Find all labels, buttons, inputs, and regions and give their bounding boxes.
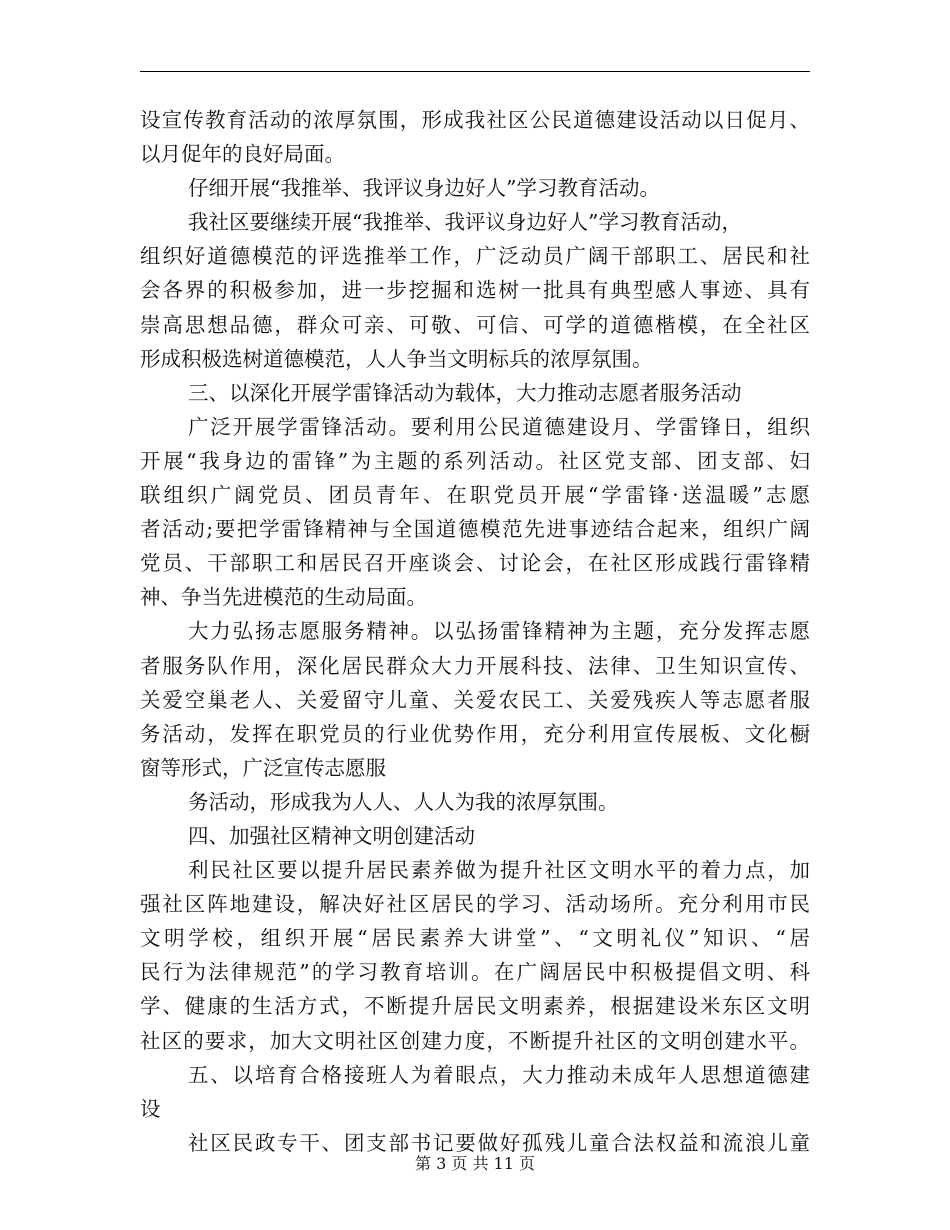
page-number-label: 第 3 页 共 11 页 <box>415 1154 535 1173</box>
section-heading-continuation: 设 <box>140 1096 161 1121</box>
text-line: 神、争当先进模范的生动局面。 <box>140 585 427 610</box>
text-line: 形成积极选树道德模范，人人争当文明标兵的浓厚氛围。 <box>140 346 653 371</box>
text-line: 设宣传教育活动的浓厚氛围，形成我社区公民道德建设活动以日促月、 <box>140 108 810 132</box>
text-line: 社区民政专干、团支部书记要做好孤残儿童合法权益和流浪儿童 <box>188 1130 810 1155</box>
page-footer <box>0 1152 950 1176</box>
section-heading: 四、加强社区精神文明创建活动 <box>188 823 475 848</box>
paragraph-heading: 仔细开展“我推举、我评议身边好人”学习教育活动。 <box>188 176 660 201</box>
text-line: 广泛开展学雷锋活动。要利用公民道德建设月、学雷锋日，组织 <box>188 414 810 439</box>
text-line: 开展“我身边的雷锋”为主题的系列活动。社区党支部、团支部、妇 <box>140 448 810 473</box>
text-line: 大力弘扬志愿服务精神。以弘扬雷锋精神为主题，充分发挥志愿 <box>188 619 810 644</box>
text-line: 民行为法律规范”的学习教育培训。在广阔居民中积极提倡文明、科 <box>140 960 810 985</box>
text-line: 务活动，形成我为人人、人人为我的浓厚氛围。 <box>188 789 619 814</box>
text-line: 学、健康的生活方式，不断提升居民文明素养，根据建设米东区文明 <box>140 994 810 1019</box>
text-line: 窗等形式，广泛宣传志愿服 <box>140 755 386 780</box>
text-line: 社区的要求，加大文明社区创建力度，不断提升社区的文明创建水平。 <box>140 1028 810 1053</box>
text-line: 文明学校，组织开展“居民素养大讲堂”、“文明礼仪”知识、“居 <box>140 926 810 951</box>
text-line: 崇高思想品德，群众可亲、可敬、可信、可学的道德楷模，在全社区 <box>140 312 810 337</box>
text-line: 组织好道德模范的评选推举工作，广泛动员广阔干部职工、居民和社 <box>140 244 810 269</box>
text-line: 强社区阵地建设，解决好社区居民的学习、活动场所。充分利用市民 <box>140 892 810 917</box>
text-line: 者服务队作用，深化居民群众大力开展科技、法律、卫生知识宣传、 <box>140 653 810 678</box>
section-heading: 三、以深化开展学雷锋活动为载体，大力推动志愿者服务活动 <box>188 380 742 405</box>
text-line: 者活动;要把学雷锋精神与全国道德模范先进事迹结合起来，组织广阔 <box>140 517 810 542</box>
text-line: 党员、干部职工和居民召开座谈会、讨论会，在社区形成践行雷锋精 <box>140 551 810 576</box>
text-line: 我社区要继续开展“我推举、我评议身边好人”学习教育活动， <box>188 210 742 235</box>
text-line: 务活动，发挥在职党员的行业优势作用，充分利用宣传展板、文化橱 <box>140 721 810 746</box>
text-line: 关爱空巢老人、关爱留守儿童、关爱农民工、关爱残疾人等志愿者服 <box>140 687 810 712</box>
text-line: 会各界的积极参加，进一步挖掘和选树一批具有典型感人事迹、具有 <box>140 278 810 303</box>
header-rule <box>140 71 810 72</box>
section-heading: 五、以培育合格接班人为着眼点，大力推动未成年人思想道德建 <box>188 1062 810 1087</box>
text-line: 联组织广阔党员、团员青年、在职党员开展“学雷锋·送温暖”志愿 <box>140 483 810 508</box>
body-text <box>140 103 810 1160</box>
text-line: 利民社区要以提升居民素养做为提升社区文明水平的着力点，加 <box>188 858 810 883</box>
text-line: 以月促年的良好局面。 <box>140 142 345 167</box>
